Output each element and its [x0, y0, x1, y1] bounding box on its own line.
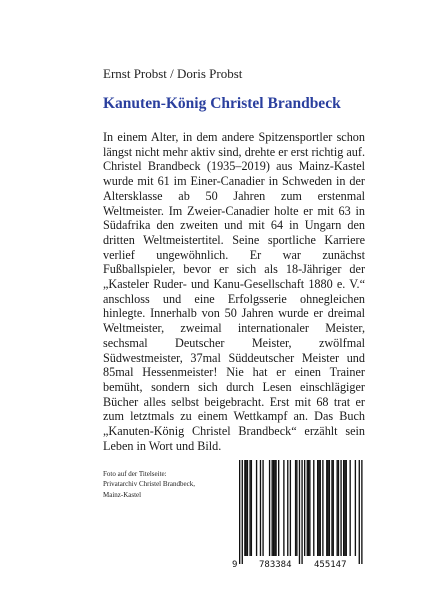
- isbn-barcode: [231, 460, 366, 572]
- barcode-bar: [283, 460, 284, 556]
- photo-credit: [103, 469, 195, 500]
- barcode-bar: [350, 460, 351, 556]
- barcode-bar: [344, 460, 345, 556]
- barcode-bar: [329, 460, 330, 556]
- barcode-bar: [251, 460, 252, 556]
- barcode-bar: [272, 460, 273, 556]
- barcode-bar: [313, 460, 314, 556]
- barcode-right-digits: 455147: [314, 560, 347, 570]
- authors-line: Ernst Probst / Doris Probst: [103, 66, 243, 81]
- barcode-bar: [304, 460, 305, 556]
- barcode-bar: [256, 460, 257, 556]
- barcode-bar: [331, 460, 332, 556]
- book-title: Kanuten-König Christel Brandbeck: [103, 95, 341, 112]
- barcode-bar: [244, 460, 245, 556]
- barcode-bar: [333, 460, 334, 556]
- barcode-bar: [249, 460, 250, 556]
- barcode-bar: [322, 460, 323, 556]
- barcode-bar: [320, 460, 321, 556]
- photo-credit-line: Foto auf der Titelseite:: [103, 470, 167, 478]
- barcode-bar: [295, 460, 296, 556]
- barcode-bar: [260, 460, 261, 556]
- barcode-bar: [278, 460, 279, 556]
- photo-credit-line: Privatarchiv Christel Brandbeck,: [103, 480, 195, 489]
- barcode-bar: [275, 460, 276, 556]
- barcode-bar: [355, 460, 356, 556]
- blurb-text: In einem Alter, in dem andere Spitzensportler schon längst nicht mehr aktiv sind, drehte er erst richtig auf. Christel Brandbeck (1935–2019) aus Mainz-Kastel wurde mit 61 im Einer-Canadier in Schweden in der Altersklasse ab 50 Jahren zum erstenmal Weltmeister. Im Zweier-Canadier holte er mit 63 in Südafrika den zweiten und mit 64 in Ungarn den dritten Weltmeistertitel. Seine sportliche Karriere verlief ungewöhnlich. Er war zunächst Fußballspieler, bevor er sich als 18-Jähriger der „Kasteler Ruder- und Kanu-Gesellschaft 1880 e. V.“ anschloss und eine Erfolgsserie ohnegleichen hinlegte. Innerhalb von 50 Jahren wurde er dreimal Weltmeister, zweimal internationaler Meister, sechsmal Deutscher Meister, zwölfmal Südwestmeister, 37mal Süddeutscher Meister und 85mal Hessenmeister! Nie hat er einen Trainer bemüht, sondern sich durch Lesen einschlägiger Bücher alles selbst beigebracht. Erst mit 68 trat er zum letztmals zu einem Wettkampf an. Das Buch „Kanuten-König Christel Brandbeck“ erzählt sein Leben in Wort und Bild.: [103, 130, 365, 453]
- barcode-bar: [274, 460, 275, 556]
- barcode-bar: [262, 460, 263, 556]
- barcode-bars: [231, 460, 366, 564]
- barcode-bar: [338, 460, 339, 556]
- barcode-guard-bar: [239, 460, 240, 564]
- barcode-bar: [247, 460, 248, 556]
- barcode-bar: [317, 460, 318, 556]
- barcode-bar: [343, 460, 344, 556]
- barcode-bar: [246, 460, 247, 556]
- barcode-bar: [346, 460, 347, 556]
- barcode-bar: [318, 460, 319, 556]
- barcode-guard-bar: [359, 460, 360, 564]
- barcode-guard-bar: [299, 460, 300, 564]
- barcode-bar: [287, 460, 288, 556]
- barcode-guard-bar: [242, 460, 243, 564]
- barcode-bar: [340, 460, 341, 556]
- barcode-bar: [308, 460, 309, 556]
- barcode-bar: [273, 460, 274, 556]
- barcode-bar: [326, 460, 327, 556]
- barcode-bar: [327, 460, 328, 556]
- barcode-bar: [269, 460, 270, 556]
- barcode-bar: [337, 460, 338, 556]
- photo-credit-line: Mainz-Kastel: [103, 490, 142, 499]
- barcode-guard-bar: [301, 460, 302, 564]
- barcode-bar: [307, 460, 308, 556]
- barcode-lead-digit: 9: [232, 560, 238, 570]
- barcode-bar: [309, 460, 310, 556]
- barcode-bar: [290, 460, 291, 556]
- barcode-guard-bar: [361, 460, 362, 564]
- barcode-left-digits: 783384: [259, 560, 292, 570]
- barcode-bar: [296, 460, 297, 556]
